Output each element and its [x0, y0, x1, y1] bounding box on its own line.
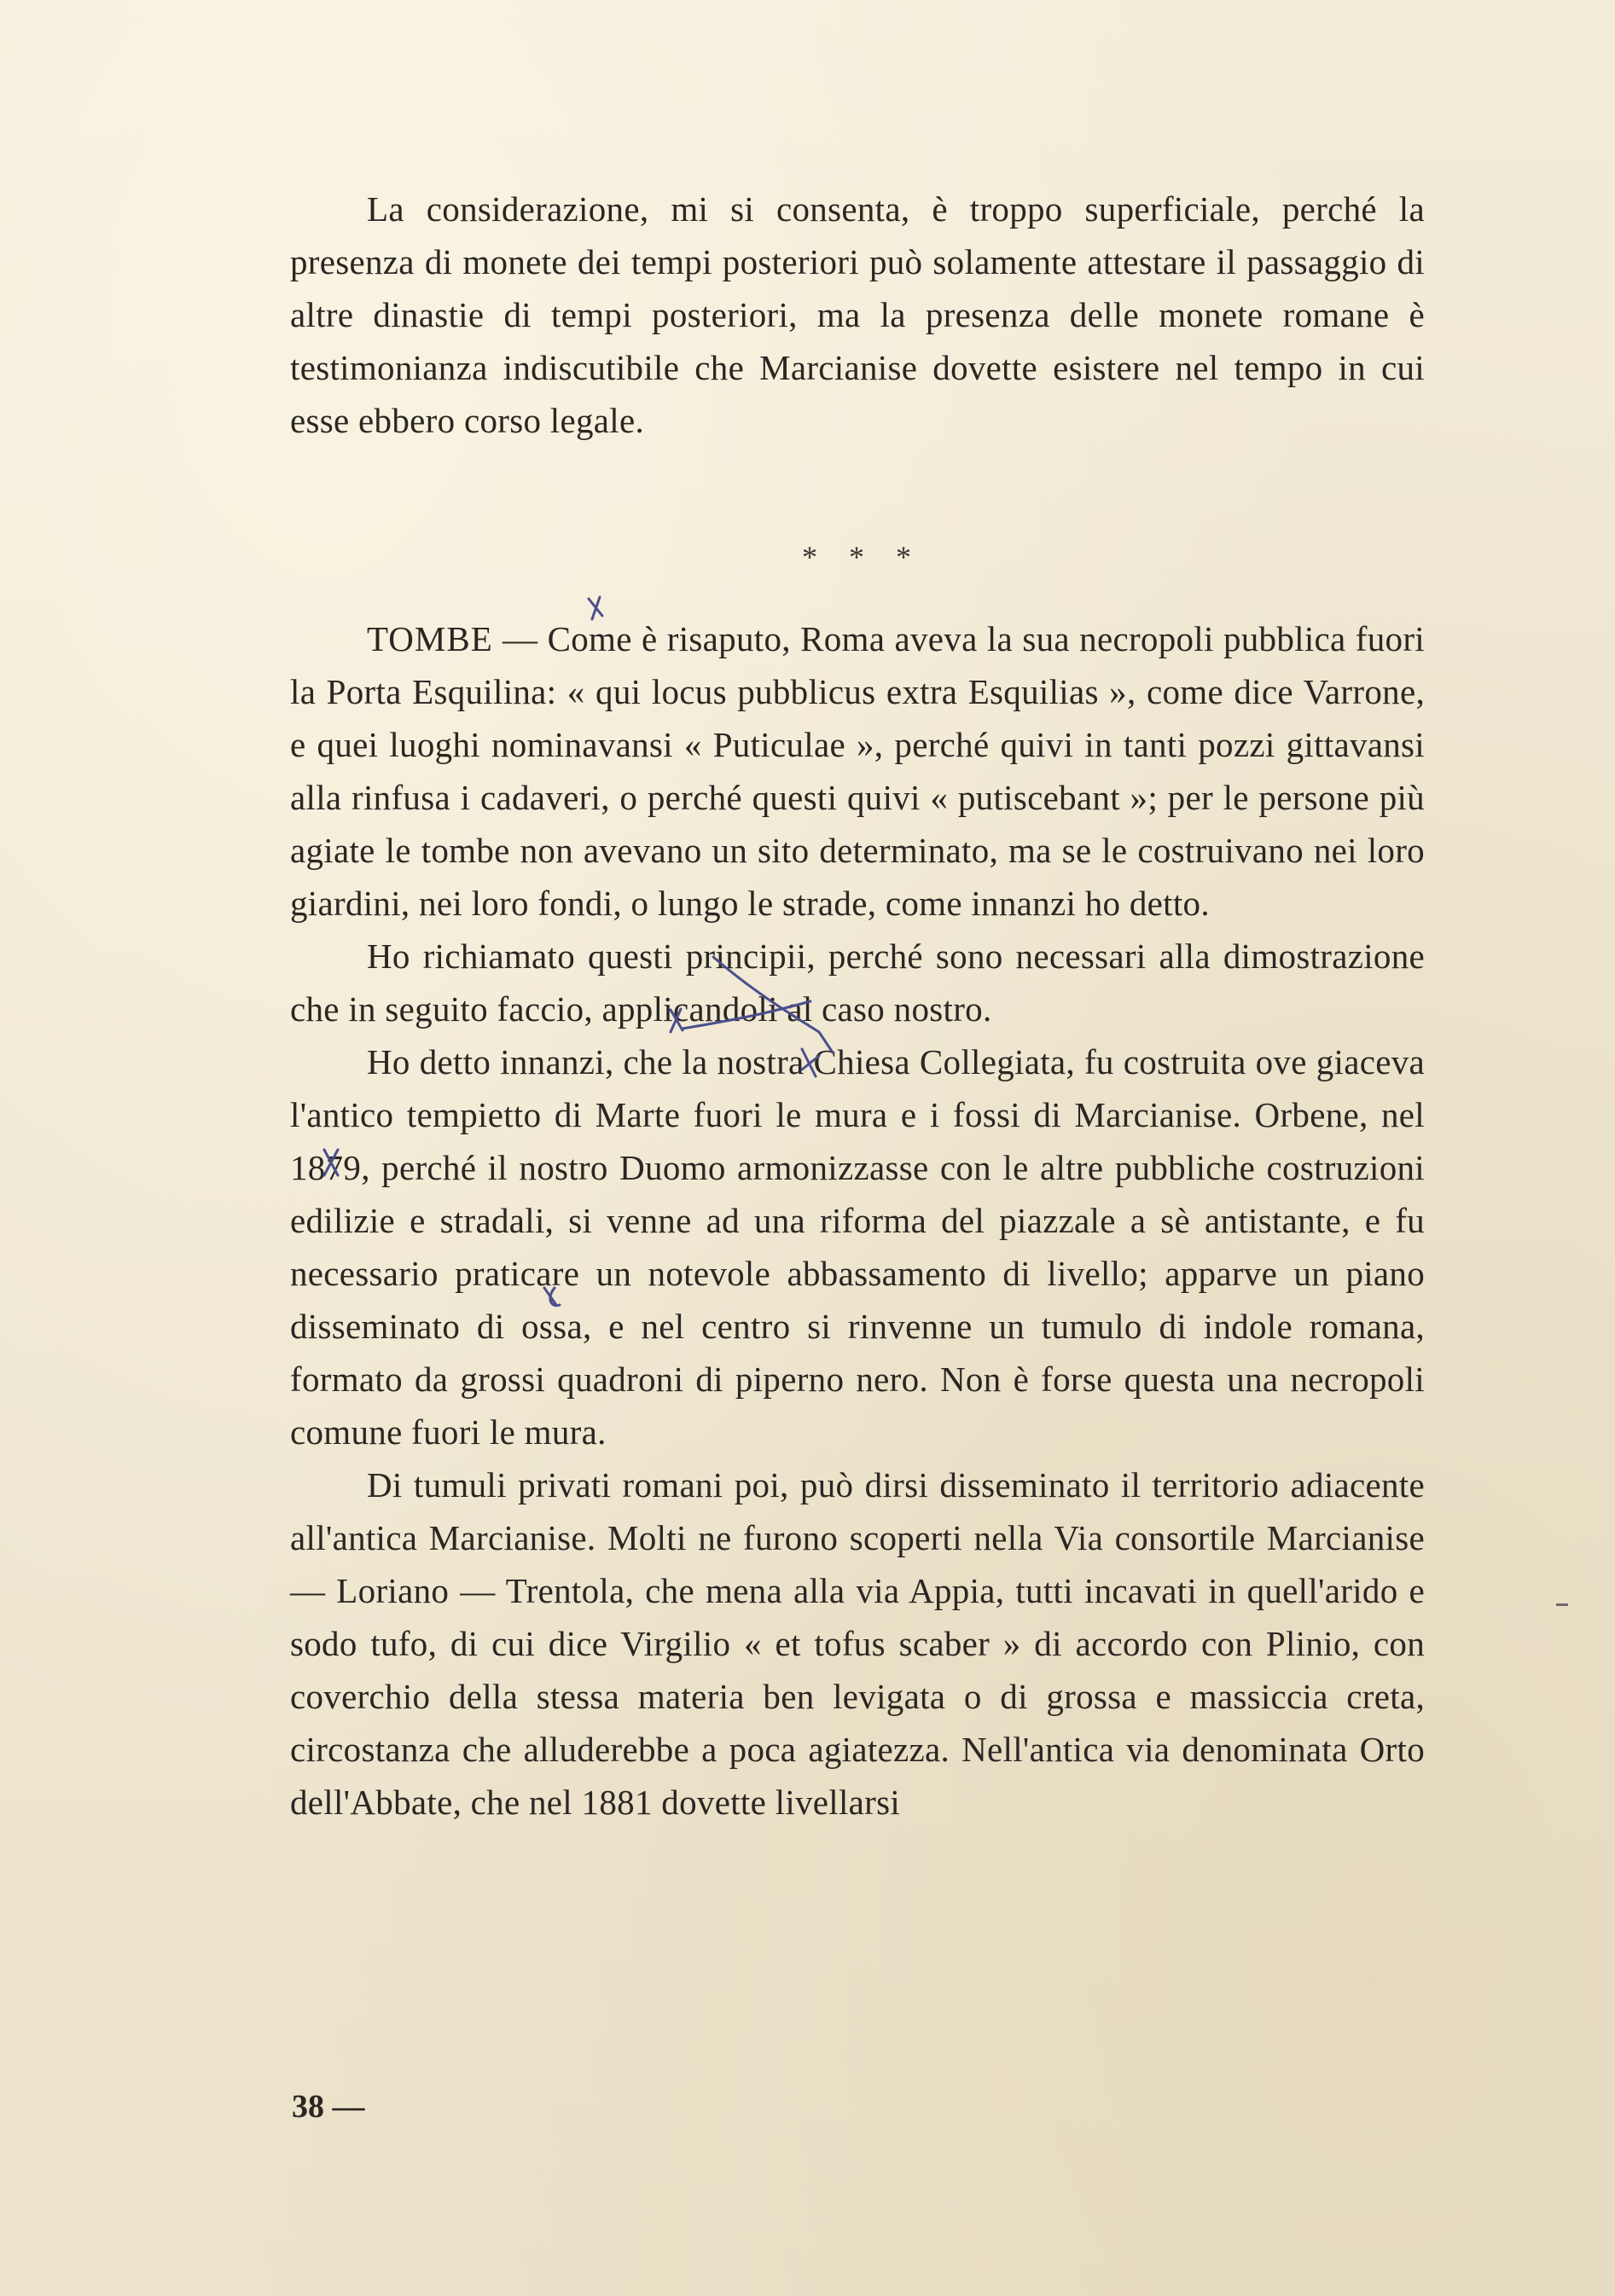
- paragraph-collegiata: Ho detto innanzi, che la nostra Chiesa Collegiata, fu costruita ove giaceva l'antico tempietto di Marte fuori le mura e i fossi di Marcianise. Orbene, nel 1879, perché il nostro Duomo armonizzasse con le altre pubbliche costruzioni edilizie e stradali, si venne ad una riforma del piazzale a sè antistante, e fu necessario praticare un notevole abbassamento di livello; apparve un piano disseminato di ossa, e nel centro si rinvenne un tumulo di indole romana, formato da grossi quadroni di piperno nero. Non è forse questa una necropoli comune fuori le mura.: [290, 1042, 1425, 1452]
- paragraph-tombe-text: Come è risaputo, Roma aveva la sua necropoli pubblica fuori la Porta Esquilina: « qui locus pubblicus extra Esquilias », come dice Varrone, e quei luoghi nominavansi « Puticulae », perché quivi in tanti pozzi gittavansi alla rinfusa i cadaveri, o perché questi quivi « putiscebant »; per le persone più agiate le tombe non avevano un sito determinato, ma se le costruivano nei loro giardini, nei loro fondi, o lungo le strade, come innanzi ho detto.: [290, 619, 1425, 923]
- paragraph-principii: Ho richiamato questi principii, perché sono necessari alla dimostrazione che in seguito faccio, applicandoli al caso nostro.: [290, 936, 1425, 1029]
- paragraph-tumuli: Di tumuli privati romani poi, può dirsi disseminato il territorio adiacente all'antica Marcianise. Molti ne furono scoperti nella Via consortile Marcianise — Loriano — Trentola, che mena alla via Appia, tutti incavati in quell'arido e sodo tufo, di cui dice Virgilio « et tofus scaber » di accordo con Plinio, con coverchio della stessa materia ben levigata o di grossa e massiccia creta, circostanza che alluderebbe a poca agiatezza. Nell'antica via denominata Orto dell'Abbate, che nel 1881 dovette livellarsi: [290, 1465, 1425, 1822]
- section-dash: —: [492, 619, 548, 658]
- top-text-block: [290, 183, 1425, 447]
- section-separator: * * *: [802, 540, 923, 574]
- paragraph-tombe: [290, 612, 1425, 930]
- section-heading: TOMBE: [367, 619, 493, 658]
- margin-mark: [1556, 1603, 1568, 1606]
- main-text-block: [290, 612, 1425, 1829]
- page-number: 38 —: [292, 2089, 365, 2125]
- paragraph-monete: La considerazione, mi si consenta, è troppo superficiale, perché la presenza di monete dei tempi posteriori può solamente attestare il passaggio di altre dinastie di tempi posteriori, ma la presenza delle monete romane è testimonianza indiscutibile che Marcianise dovette esistere nel tempo in cui esse ebbero corso legale.: [290, 189, 1425, 440]
